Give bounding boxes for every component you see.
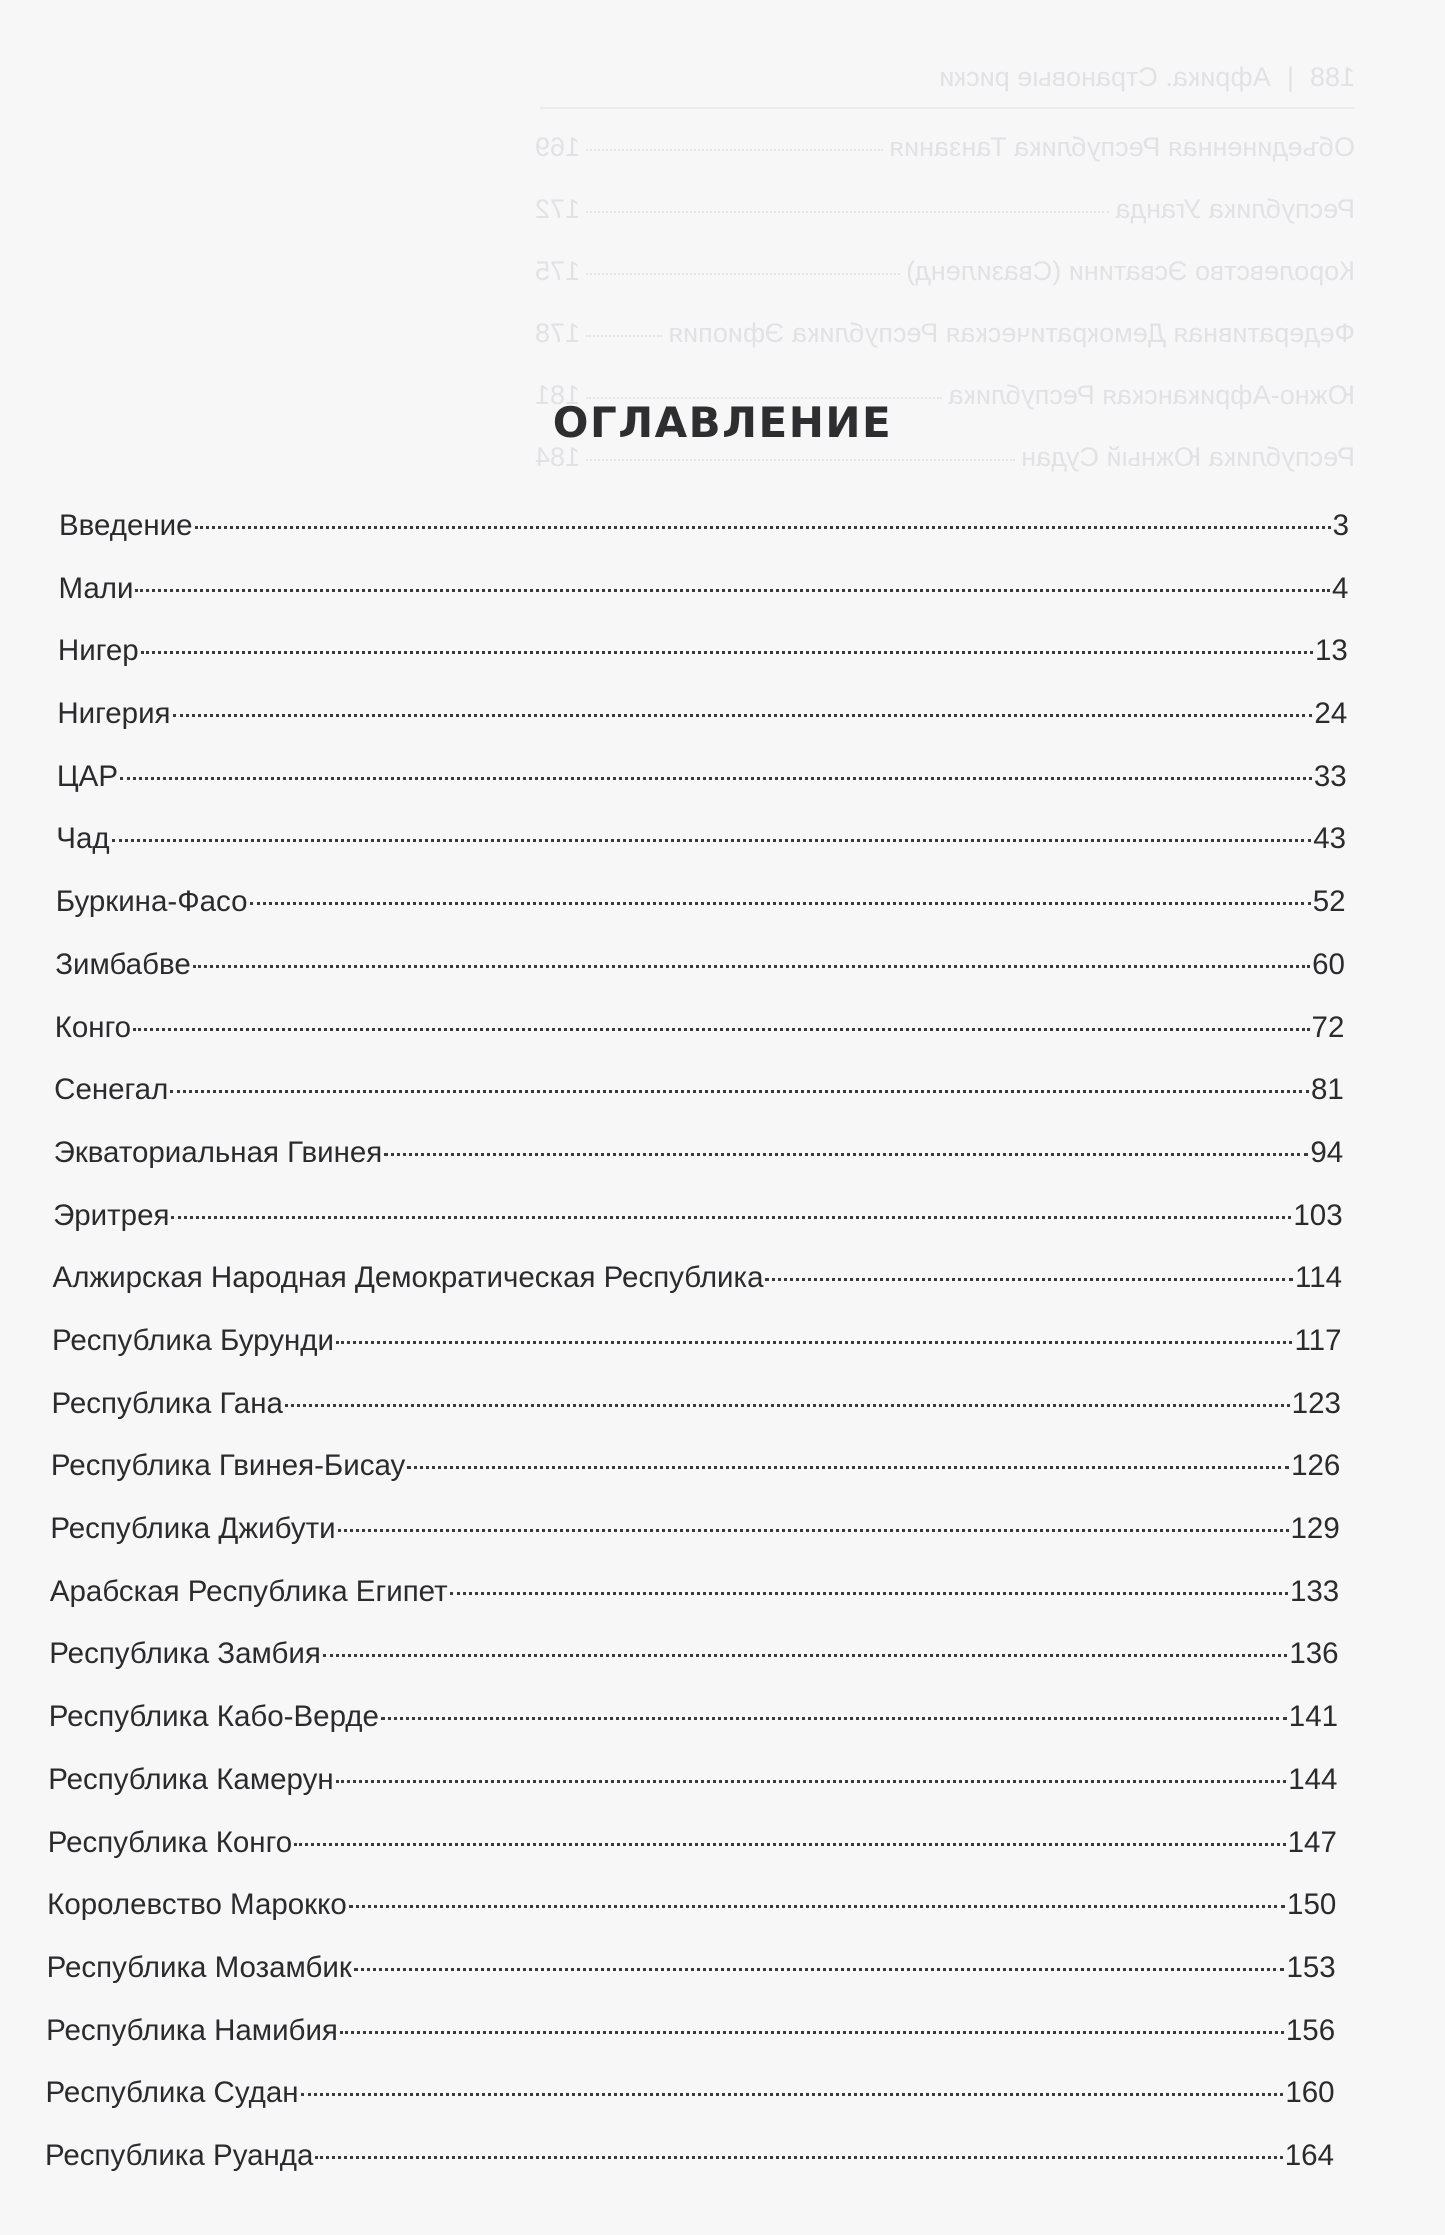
toc-entry-leader bbox=[338, 1529, 1289, 1532]
toc-entry[interactable] bbox=[55, 947, 1345, 983]
toc-entry-leader bbox=[407, 1466, 1289, 1469]
toc-entry[interactable] bbox=[52, 1323, 1342, 1359]
toc-entry-title: Республика Мозамбик bbox=[46, 1950, 352, 1984]
toc-entry-leader bbox=[170, 1090, 1309, 1093]
toc-entry-page-number: 147 bbox=[1287, 1825, 1337, 1859]
toc-entry-page-number: 126 bbox=[1291, 1449, 1341, 1483]
ghost-entry-page: 181 bbox=[535, 380, 581, 410]
toc-entry[interactable] bbox=[46, 2013, 1335, 2049]
toc-entry[interactable] bbox=[57, 759, 1347, 795]
toc-entry-leader bbox=[133, 1028, 1309, 1031]
toc-entry-title: Республика Джибути bbox=[50, 1512, 336, 1546]
toc-entry-page-number: 144 bbox=[1288, 1762, 1338, 1796]
toc-entry[interactable] bbox=[53, 1198, 1343, 1234]
toc-entry[interactable] bbox=[47, 1887, 1336, 1923]
toc-entry-leader bbox=[381, 1717, 1287, 1720]
toc-entry[interactable] bbox=[48, 1825, 1337, 1861]
toc-entry-leader bbox=[301, 2093, 1284, 2096]
toc-entry-page-number: 153 bbox=[1286, 1950, 1336, 1984]
toc-entry-page-number: 60 bbox=[1312, 947, 1345, 981]
ghost-entry-title: Южно-Африканская Республика bbox=[948, 380, 1355, 410]
toc-entry[interactable] bbox=[55, 1010, 1345, 1046]
toc-entry-page-number: 164 bbox=[1284, 2139, 1334, 2172]
toc-entry-title: Чад bbox=[56, 822, 110, 856]
ghost-entry-page: 175 bbox=[535, 256, 581, 286]
toc-entry-title: Республика Бурунди bbox=[52, 1324, 334, 1357]
toc-entry-title: Республика Камерун bbox=[48, 1762, 334, 1796]
toc-entry-leader bbox=[135, 589, 1330, 592]
toc-heading: ОГЛАВЛЕНИЕ bbox=[552, 398, 893, 447]
toc-entry[interactable] bbox=[49, 1699, 1338, 1735]
toc-entry-page-number: 52 bbox=[1312, 885, 1346, 919]
toc-entry-leader bbox=[765, 1278, 1293, 1281]
toc-entry-page-number: 24 bbox=[1314, 697, 1348, 731]
toc-entry-page-number: 72 bbox=[1311, 1010, 1345, 1044]
toc-entry-page-number: 129 bbox=[1290, 1512, 1340, 1546]
toc-entry-leader bbox=[173, 714, 1313, 717]
toc-entry-page-number: 141 bbox=[1288, 1700, 1339, 1734]
toc-entry-title: Эритрея bbox=[53, 1198, 170, 1232]
toc-entry[interactable] bbox=[56, 884, 1346, 920]
toc-entry-leader bbox=[323, 1654, 1288, 1657]
toc-entry-title: Введение bbox=[59, 509, 193, 542]
toc-entry[interactable] bbox=[45, 2138, 1334, 2174]
toc-entry[interactable] bbox=[58, 571, 1348, 607]
toc-entry-page-number: 156 bbox=[1285, 2013, 1336, 2047]
toc-entry[interactable] bbox=[50, 1574, 1339, 1610]
toc-entry-title: Арабская Республика Египет bbox=[49, 1574, 448, 1608]
ghost-entry-page: 172 bbox=[535, 194, 581, 224]
toc-entry-page-number: 123 bbox=[1291, 1386, 1341, 1420]
toc-entry-leader bbox=[336, 1780, 1287, 1783]
ghost-header-page: 188 bbox=[1309, 62, 1355, 92]
toc-entry[interactable] bbox=[50, 1511, 1339, 1547]
toc-entry-leader bbox=[315, 2156, 1282, 2159]
toc-entry-leader bbox=[193, 965, 1310, 968]
toc-entry-page-number: 33 bbox=[1313, 759, 1347, 793]
ghost-entry-page: 169 bbox=[535, 132, 581, 162]
toc-entry-title: Зимбабве bbox=[55, 947, 191, 981]
toc-entry-leader bbox=[112, 839, 1312, 842]
toc-entry-page-number: 160 bbox=[1285, 2076, 1335, 2110]
toc-entry-leader bbox=[141, 651, 1313, 654]
toc-entry[interactable] bbox=[57, 696, 1347, 732]
toc-entry-leader bbox=[171, 1216, 1291, 1219]
toc-entry[interactable] bbox=[47, 1950, 1336, 1986]
ghost-entry-page: 178 bbox=[535, 318, 581, 348]
toc-entry-title: Республика Конго bbox=[47, 1825, 293, 1859]
toc-entry[interactable] bbox=[54, 1135, 1344, 1171]
toc-entry-page-number: 94 bbox=[1310, 1135, 1344, 1169]
toc-entry[interactable] bbox=[54, 1072, 1344, 1108]
toc-entry-title: Республика Руанда bbox=[45, 2139, 314, 2172]
toc-entry-leader bbox=[450, 1592, 1288, 1595]
toc-entry-title: Республика Гвинея-Бисау bbox=[50, 1449, 406, 1483]
toc-entry[interactable] bbox=[56, 821, 1346, 857]
toc-entry-page-number: 133 bbox=[1289, 1574, 1340, 1608]
toc-entry[interactable] bbox=[51, 1386, 1340, 1422]
toc-entry-title: Экваториальная Гвинея bbox=[53, 1135, 383, 1169]
toc-entry-title: Республика Замбия bbox=[49, 1637, 321, 1671]
toc-entry-title: ЦАР bbox=[56, 759, 119, 793]
toc-entry-leader bbox=[285, 1404, 1290, 1407]
toc-entry-leader bbox=[336, 1341, 1293, 1344]
toc-entry-page-number: 13 bbox=[1315, 634, 1348, 668]
toc-entry-leader bbox=[195, 526, 1331, 529]
toc-entry-title: Республика Кабо-Верде bbox=[48, 1700, 379, 1734]
toc-entry-page-number: 3 bbox=[1332, 509, 1349, 542]
ghost-entry-title: Федеративная Демократическая Республика Эфиопия bbox=[668, 318, 1355, 348]
ghost-entry-page: 184 bbox=[535, 442, 581, 472]
ghost-header-title: Африка. Страновые риски bbox=[939, 62, 1271, 92]
toc-entry-title: Алжирская Народная Демократическая Республика bbox=[52, 1261, 764, 1295]
toc-entry-page-number: 103 bbox=[1293, 1198, 1343, 1232]
toc-entry-title: Нигерия bbox=[57, 697, 171, 731]
toc-entry-title: Республика Гана bbox=[51, 1386, 283, 1420]
toc-entry-title: Сенегал bbox=[54, 1073, 169, 1107]
toc-entry[interactable] bbox=[58, 633, 1348, 669]
toc-entry-page-number: 117 bbox=[1294, 1324, 1342, 1357]
toc-entry-page-number: 81 bbox=[1310, 1073, 1344, 1107]
toc-entry[interactable] bbox=[46, 2075, 1335, 2111]
toc-entry[interactable] bbox=[49, 1636, 1338, 1672]
toc-entry-leader bbox=[250, 902, 1311, 905]
toc-entry-page-number: 136 bbox=[1289, 1637, 1339, 1671]
toc-entry-leader bbox=[349, 1905, 1285, 1908]
ghost-header-divider: | bbox=[1286, 62, 1294, 92]
ghost-entry-title: Республика Южный Судан bbox=[1021, 442, 1355, 472]
ghost-entry-title: Объединенная Республика Танзания bbox=[889, 132, 1355, 162]
toc-entry[interactable] bbox=[59, 508, 1349, 544]
toc-entry-leader bbox=[294, 1843, 1286, 1846]
toc-entry-title: Нигер bbox=[57, 634, 139, 668]
toc-entry-leader bbox=[384, 1153, 1308, 1156]
toc-entry-page-number: 150 bbox=[1287, 1888, 1337, 1922]
ghost-entry-title: Королевство Эсватини (Свазиленд) bbox=[906, 256, 1355, 286]
toc-entry-title: Мали bbox=[58, 571, 134, 605]
toc-entry[interactable] bbox=[51, 1448, 1340, 1484]
toc-entry-leader bbox=[120, 777, 1312, 780]
ghost-entry-title: Республика Уганда bbox=[1115, 194, 1355, 224]
toc-entry-title: Королевство Марокко bbox=[47, 1888, 347, 1922]
toc-entry-title: Конго bbox=[54, 1010, 132, 1044]
toc-entry-title: Республика Судан bbox=[45, 2076, 299, 2110]
toc-entry-page-number: 4 bbox=[1331, 571, 1349, 605]
toc-entry-title: Буркина-Фасо bbox=[55, 885, 248, 919]
toc-entry[interactable] bbox=[53, 1260, 1343, 1296]
toc-entry-title: Республика Намибия bbox=[46, 2013, 338, 2047]
toc-entry-leader bbox=[340, 2031, 1284, 2034]
toc-entry-leader bbox=[354, 1968, 1285, 1971]
toc-entry-page-number: 43 bbox=[1313, 822, 1347, 856]
toc-entry[interactable] bbox=[48, 1762, 1337, 1798]
toc-entry-page-number: 114 bbox=[1295, 1261, 1343, 1295]
